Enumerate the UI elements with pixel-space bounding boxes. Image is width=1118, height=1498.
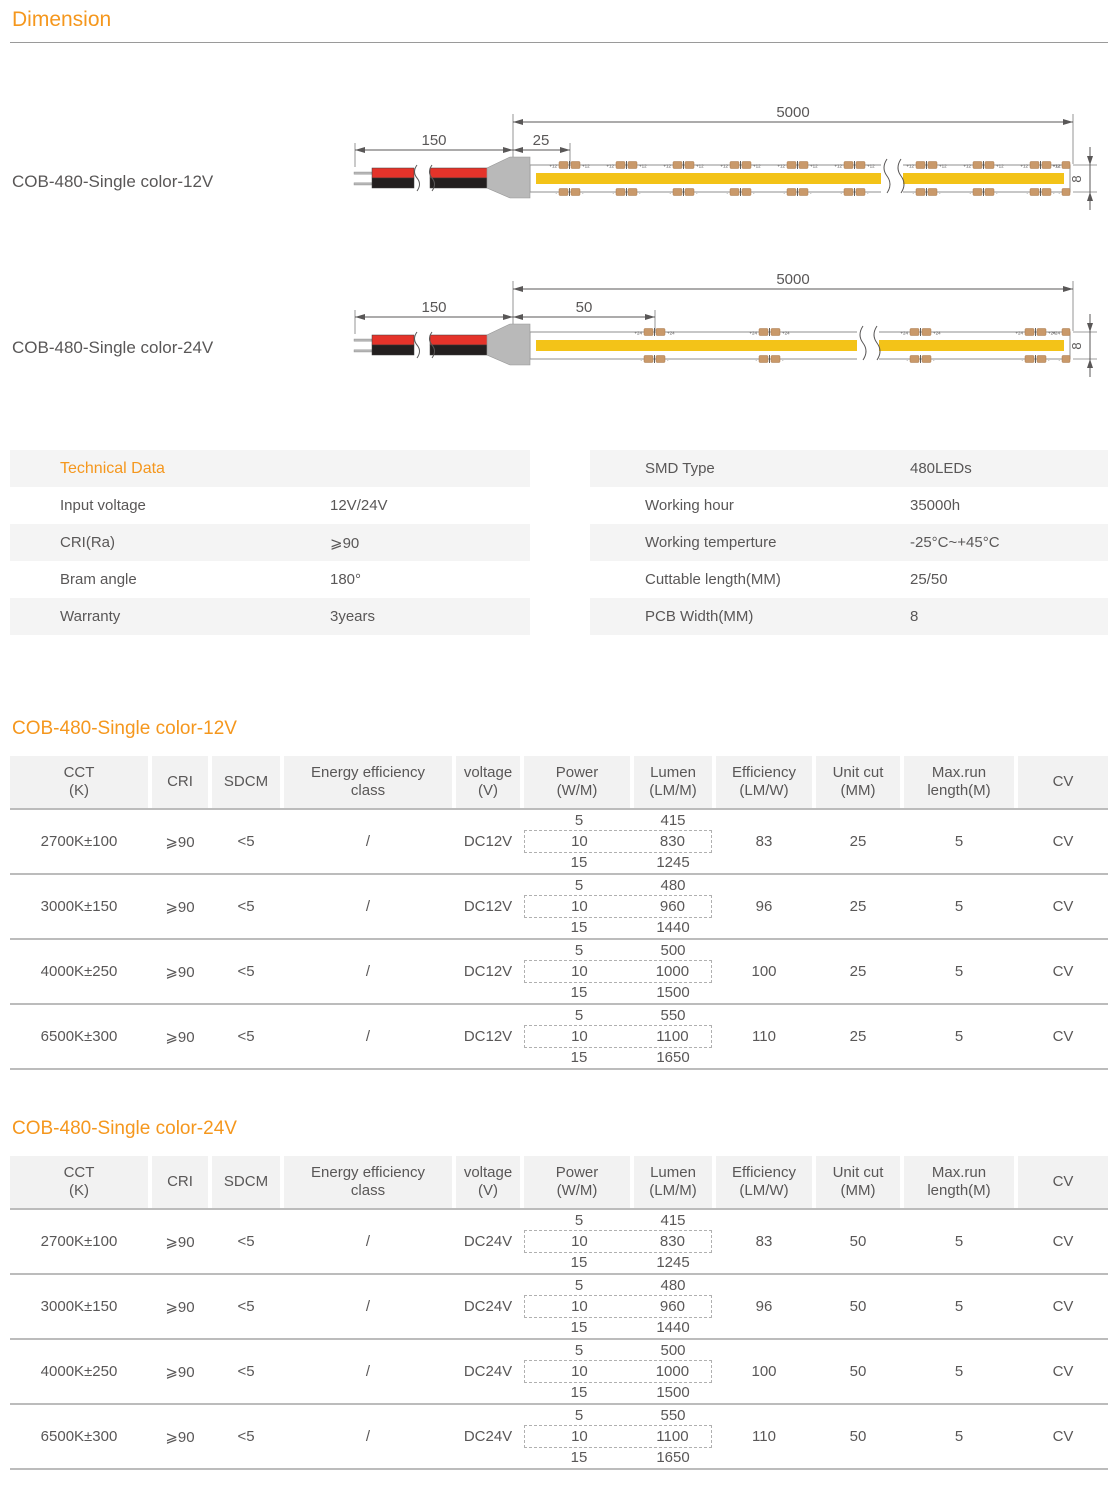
cell-voltage: DC12V (463, 1028, 513, 1045)
cell-cv: CV (1052, 963, 1074, 980)
header-cri: CRI (152, 1156, 208, 1208)
cell-cri: ⩾90 (165, 898, 195, 916)
table-row (590, 598, 1108, 635)
cell-cv: CV (1052, 898, 1074, 915)
dimension-lead-value: 150 (421, 299, 447, 316)
cell-lumen: 830 (659, 1232, 685, 1250)
cell-power: 5 (574, 1341, 584, 1359)
cell-power: 10 (571, 1232, 588, 1250)
cell-cv: CV (1052, 1363, 1074, 1380)
cell-lumen: 500 (660, 1341, 686, 1359)
header-lumen: Lumen (LM/M) (634, 1156, 712, 1208)
cell-eec: / (365, 833, 371, 850)
strip-connector (487, 324, 530, 365)
dimension-drawing-12v: +12 +12 - - 5000 150 25 +12 - 8 (340, 88, 1110, 235)
spec-row (10, 938, 1108, 1003)
cell-unit_cut: 25 (849, 898, 867, 915)
cell-lumen: 1100 (656, 1427, 689, 1445)
power-lumen-subrow (524, 1360, 712, 1382)
cell-power: 10 (571, 1297, 588, 1315)
cell-sdcm: <5 (237, 1028, 255, 1045)
cell-power: 10 (571, 897, 588, 915)
cell-efficiency: 100 (751, 963, 777, 980)
cell-unit_cut: 50 (849, 1233, 867, 1250)
dimension-cut-value: 50 (575, 299, 593, 316)
cell-lumen: 550 (660, 1006, 686, 1024)
cell-unit_cut: 25 (849, 833, 867, 850)
cell-unit_cut: 50 (849, 1428, 867, 1445)
power-wire (372, 165, 488, 191)
arrowhead (560, 147, 570, 153)
tech-label: Cuttable length(MM) (645, 571, 781, 588)
dimension-total-value: 5000 (776, 104, 810, 121)
power-lumen-subrow (524, 1448, 712, 1468)
arrowhead (645, 314, 655, 320)
header-voltage: voltage (V) (456, 756, 520, 808)
wire-prong (354, 183, 372, 185)
table-row (10, 598, 530, 635)
cell-lumen: 830 (659, 832, 685, 850)
header-unit_cut: Unit cut (MM) (816, 756, 900, 808)
wire-prong (354, 172, 372, 174)
header-sdcm: SDCM (212, 1156, 280, 1208)
title-divider (10, 42, 1108, 43)
arrowhead (503, 314, 513, 320)
tech-label: Input voltage (60, 497, 146, 514)
power-lumen-subrow (524, 1318, 712, 1338)
cell-cv: CV (1052, 833, 1074, 850)
cell-eec: / (365, 1363, 371, 1380)
cell-sdcm: <5 (237, 963, 255, 980)
cell-unit_cut: 25 (849, 1028, 867, 1045)
cell-power: 15 (570, 1449, 588, 1467)
cell-lumen: 1000 (655, 1362, 690, 1380)
cell-power: 5 (574, 1211, 584, 1229)
power-lumen-subrow (524, 875, 712, 895)
dimension-drawing-24v: +24 +24 - - 5000 150 50 +24 - 8 (340, 255, 1110, 402)
tech-value: -25°C~+45°C (910, 534, 1000, 551)
cell-lumen: 960 (659, 1297, 685, 1315)
header-max_run: Max.run length(M) (904, 756, 1014, 808)
spec-row (10, 873, 1108, 938)
power-lumen-subrow (524, 983, 712, 1003)
power-wire (372, 332, 488, 358)
cell-power: 15 (570, 984, 588, 1002)
power-lumen-subrow (524, 853, 712, 873)
tech-value: ⩾90 (330, 534, 360, 552)
cell-lumen: 1650 (656, 1449, 690, 1467)
cell-power: 10 (571, 962, 588, 980)
cell-lumen: 1650 (656, 1049, 690, 1067)
drawing-label-12v: COB-480-Single color-12V (12, 172, 214, 191)
tech-label: Bram angle (60, 571, 137, 588)
power-lumen-group (524, 1275, 712, 1338)
cell-efficiency: 100 (751, 1363, 777, 1380)
arrowhead (355, 314, 365, 320)
cell-eec: / (365, 1298, 371, 1315)
spec-row (10, 1403, 1108, 1468)
wire-prong (354, 350, 372, 352)
tech-label: PCB Width(MM) (645, 608, 754, 625)
cell-efficiency: 96 (755, 898, 773, 915)
wire-break-mark (415, 165, 420, 191)
dimension-total-value: 5000 (776, 271, 810, 288)
cell-sdcm: <5 (237, 898, 255, 915)
tech-value: 180° (330, 571, 362, 588)
dimension-height-value: 8 (1069, 175, 1084, 183)
dimension-height-value: 8 (1069, 342, 1084, 350)
tech-label: Warranty (60, 608, 121, 625)
cell-lumen: 415 (660, 1211, 686, 1229)
spec-row (10, 1208, 1108, 1273)
cell-eec: / (365, 898, 371, 915)
table-row (10, 561, 530, 598)
cell-efficiency: 110 (752, 1028, 776, 1045)
tech-value: 3years (330, 608, 376, 625)
spec-table-24v (10, 1156, 1108, 1470)
table-row (10, 450, 530, 487)
cell-cv: CV (1052, 1233, 1074, 1250)
cell-cct: 3000K±150 (40, 898, 118, 915)
cell-power: 5 (574, 876, 584, 894)
cell-lumen: 1440 (656, 1319, 690, 1337)
cell-efficiency: 96 (755, 1298, 773, 1315)
cell-voltage: DC12V (463, 898, 513, 915)
spec-header-row (10, 1156, 1108, 1208)
cell-cct: 4000K±250 (40, 963, 118, 980)
power-lumen-group (524, 1340, 712, 1403)
cell-power: 15 (570, 1319, 588, 1337)
cell-power: 15 (570, 1049, 588, 1067)
power-lumen-group (524, 810, 712, 873)
header-cri: CRI (152, 756, 208, 808)
cell-eec: / (365, 1028, 371, 1045)
arrowhead (1063, 119, 1073, 125)
cell-cct: 2700K±100 (40, 833, 118, 850)
cell-power: 5 (574, 1006, 584, 1024)
table-row (10, 487, 530, 524)
cell-lumen: 1000 (655, 962, 690, 980)
cell-cri: ⩾90 (165, 1028, 195, 1046)
cell-sdcm: <5 (237, 1363, 255, 1380)
spec-row (10, 1003, 1108, 1068)
cell-cct: 6500K±300 (40, 1428, 118, 1445)
tech-value: 12V/24V (330, 497, 388, 514)
cell-cv: CV (1052, 1298, 1074, 1315)
cell-unit_cut: 25 (849, 963, 867, 980)
power-lumen-subrow (524, 1383, 712, 1403)
cell-voltage: DC24V (463, 1428, 513, 1445)
spec-table-title-12v: COB-480-Single color-12V (12, 718, 237, 739)
table-row (590, 524, 1108, 561)
cell-cri: ⩾90 (165, 833, 195, 851)
power-lumen-subrow (524, 1048, 712, 1068)
arrowhead (1087, 192, 1093, 201)
table-row (590, 450, 1108, 487)
page-title: Dimension (12, 8, 112, 31)
dimension-lead-value: 150 (421, 132, 447, 149)
cell-power: 15 (570, 919, 588, 937)
cell-power: 15 (570, 854, 588, 872)
cell-cri: ⩾90 (165, 1298, 195, 1316)
cell-lumen: 1100 (656, 1027, 689, 1045)
wire-prong (354, 339, 372, 341)
cell-cri: ⩾90 (165, 963, 195, 981)
cell-max_run: 5 (954, 833, 964, 850)
cell-lumen: 1245 (656, 854, 690, 872)
cell-eec: / (365, 1233, 371, 1250)
cell-cct: 3000K±150 (40, 1298, 118, 1315)
cell-cri: ⩾90 (165, 1363, 195, 1381)
technical-data-title: Technical Data (60, 459, 165, 477)
tech-label: Working hour (645, 497, 734, 514)
table-row (10, 524, 530, 561)
cell-power: 5 (574, 941, 584, 959)
power-lumen-subrow (524, 1405, 712, 1425)
header-cv: CV (1018, 1156, 1108, 1208)
cell-cct: 6500K±300 (40, 1028, 118, 1045)
cell-max_run: 5 (954, 1363, 964, 1380)
technical-data-table-right (590, 450, 1108, 635)
spec-header-row (10, 756, 1108, 808)
wire-break-mark (415, 332, 420, 358)
cell-max_run: 5 (954, 1028, 964, 1045)
cell-cct: 2700K±100 (40, 1233, 118, 1250)
power-lumen-subrow (524, 1005, 712, 1025)
power-lumen-subrow (524, 830, 712, 852)
cell-voltage: DC24V (463, 1298, 513, 1315)
cell-unit_cut: 50 (849, 1298, 867, 1315)
cell-voltage: DC24V (463, 1363, 513, 1380)
power-lumen-subrow (524, 1425, 712, 1447)
cell-power: 15 (570, 1384, 588, 1402)
cell-max_run: 5 (954, 1428, 964, 1445)
cell-power: 10 (571, 1427, 588, 1445)
power-lumen-subrow (524, 810, 712, 830)
tech-value: 480LEDs (910, 460, 972, 477)
power-lumen-subrow (524, 1230, 712, 1252)
cell-max_run: 5 (954, 1233, 964, 1250)
power-lumen-group (524, 940, 712, 1003)
cell-max_run: 5 (954, 1298, 964, 1315)
cell-lumen: 1245 (656, 1254, 690, 1272)
header-cv: CV (1018, 756, 1108, 808)
cell-sdcm: <5 (237, 1298, 255, 1315)
spec-row (10, 1338, 1108, 1403)
cell-power: 5 (574, 811, 584, 829)
cell-voltage: DC12V (463, 963, 513, 980)
cell-lumen: 1500 (656, 1384, 690, 1402)
arrowhead (1087, 359, 1093, 368)
arrowhead (355, 147, 365, 153)
tech-label: Working temperture (645, 534, 777, 551)
arrowhead (513, 286, 523, 292)
cell-lumen: 1440 (656, 919, 690, 937)
power-lumen-group (524, 1210, 712, 1273)
pad-negative-label: - (1058, 190, 1060, 196)
table-row (590, 487, 1108, 524)
cell-lumen: 480 (660, 876, 686, 894)
cell-power: 5 (574, 1276, 584, 1294)
cell-cri: ⩾90 (165, 1233, 195, 1251)
cell-unit_cut: 50 (849, 1363, 867, 1380)
cell-efficiency: 110 (752, 1428, 776, 1445)
cell-lumen: 960 (659, 897, 685, 915)
cell-lumen: 480 (660, 1276, 686, 1294)
spec-row (10, 808, 1108, 873)
cell-power: 10 (571, 1362, 588, 1380)
header-unit_cut: Unit cut (MM) (816, 1156, 900, 1208)
header-max_run: Max.run length(M) (904, 1156, 1014, 1208)
power-lumen-subrow (524, 1295, 712, 1317)
arrowhead (513, 119, 523, 125)
power-lumen-subrow (524, 1253, 712, 1273)
spec-row (10, 1273, 1108, 1338)
power-lumen-subrow (524, 1210, 712, 1230)
dimension-cut-value: 25 (532, 132, 550, 149)
header-eec: Energy efficiency class (284, 756, 452, 808)
technical-data-table-left (10, 450, 530, 635)
arrowhead (1063, 286, 1073, 292)
drawing-label-24v: COB-480-Single color-24V (12, 338, 214, 357)
cell-lumen: 415 (660, 811, 686, 829)
power-lumen-subrow (524, 960, 712, 982)
strip-connector (487, 157, 530, 198)
cell-cct: 4000K±250 (40, 1363, 118, 1380)
header-power: Power (W/M) (524, 756, 630, 808)
power-lumen-subrow (524, 940, 712, 960)
power-lumen-group (524, 1405, 712, 1468)
tech-value: 25/50 (910, 571, 948, 588)
cell-cv: CV (1052, 1428, 1074, 1445)
header-cct: CCT (K) (10, 1156, 148, 1208)
header-power: Power (W/M) (524, 1156, 630, 1208)
cell-sdcm: <5 (237, 1233, 255, 1250)
header-efficiency: Efficiency (LM/W) (716, 1156, 812, 1208)
cell-voltage: DC12V (463, 833, 513, 850)
cell-power: 10 (571, 1027, 588, 1045)
tech-value: 8 (910, 608, 919, 625)
cell-max_run: 5 (954, 963, 964, 980)
strip-cob-band (536, 340, 1064, 351)
power-lumen-subrow (524, 1275, 712, 1295)
cell-lumen: 1500 (656, 984, 690, 1002)
cell-sdcm: <5 (237, 1428, 255, 1445)
pad-positive-label: +24 (1052, 330, 1060, 336)
spec-table-title-24v: COB-480-Single color-24V (12, 1118, 237, 1139)
tech-label: CRI(Ra) (60, 534, 115, 551)
arrowhead (513, 314, 523, 320)
header-eec: Energy efficiency class (284, 1156, 452, 1208)
arrowhead (1087, 323, 1093, 332)
power-lumen-subrow (524, 918, 712, 938)
cell-voltage: DC24V (463, 1233, 513, 1250)
arrowhead (513, 147, 523, 153)
strip-cob-band (536, 173, 1064, 184)
cell-lumen: 550 (660, 1406, 686, 1424)
cell-power: 10 (571, 832, 588, 850)
tech-label: SMD Type (645, 460, 715, 477)
cell-power: 5 (574, 1406, 584, 1424)
cell-lumen: 500 (660, 941, 686, 959)
spec-table-12v (10, 756, 1108, 1070)
cell-efficiency: 83 (755, 1233, 773, 1250)
power-lumen-subrow (524, 1340, 712, 1360)
power-lumen-subrow (524, 895, 712, 917)
cell-cv: CV (1052, 1028, 1074, 1045)
tech-value: 35000h (910, 497, 961, 514)
arrowhead (1087, 156, 1093, 165)
cell-max_run: 5 (954, 898, 964, 915)
pad-positive-label: +12 (1052, 163, 1060, 169)
arrowhead (503, 147, 513, 153)
power-lumen-group (524, 875, 712, 938)
header-lumen: Lumen (LM/M) (634, 756, 712, 808)
header-sdcm: SDCM (212, 756, 280, 808)
pad-negative-label: - (1058, 357, 1060, 363)
header-voltage: voltage (V) (456, 1156, 520, 1208)
cell-cri: ⩾90 (165, 1428, 195, 1446)
table-row (590, 561, 1108, 598)
power-lumen-subrow (524, 1025, 712, 1047)
cell-efficiency: 83 (755, 833, 773, 850)
header-efficiency: Efficiency (LM/W) (716, 756, 812, 808)
cell-power: 15 (570, 1254, 588, 1272)
header-cct: CCT (K) (10, 756, 148, 808)
cell-eec: / (365, 963, 371, 980)
cell-eec: / (365, 1428, 371, 1445)
power-lumen-group (524, 1005, 712, 1068)
cell-sdcm: <5 (237, 833, 255, 850)
